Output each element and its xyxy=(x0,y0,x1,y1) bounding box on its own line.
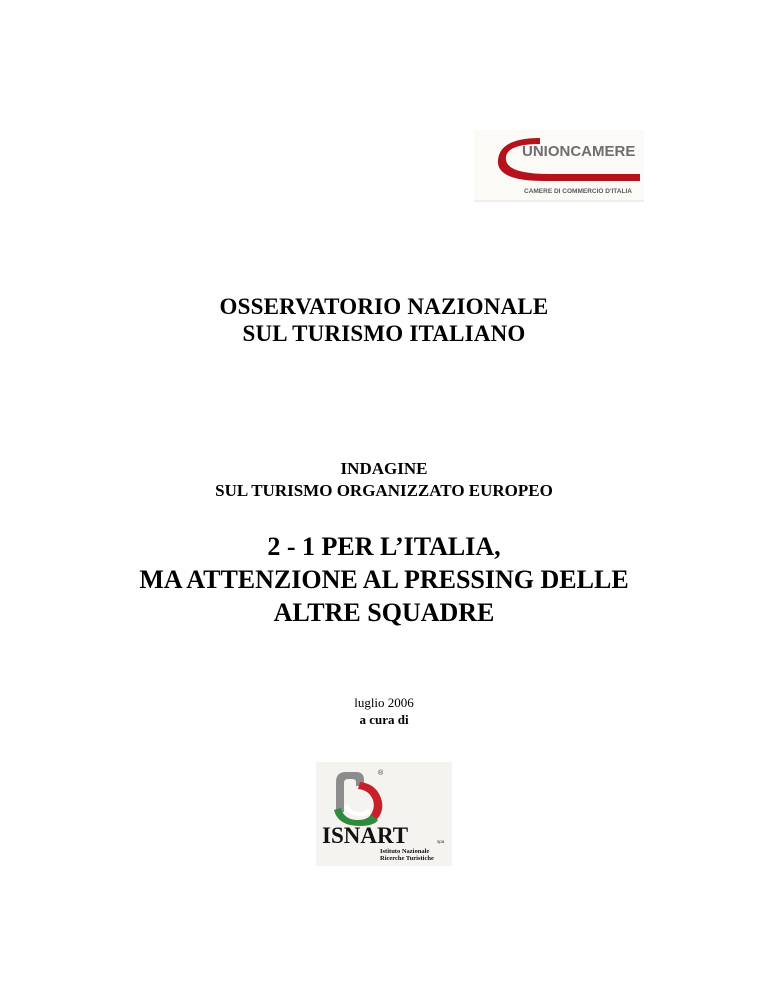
observatory-line-2: SUL TURISMO ITALIANO xyxy=(242,321,526,346)
isnart-arch-shape xyxy=(336,772,364,812)
unioncamere-name: UNIONCAMERE xyxy=(522,143,636,160)
isnart-logo xyxy=(316,762,452,866)
isnart-suffix: spa xyxy=(437,839,445,844)
unioncamere-logo-mark xyxy=(474,130,644,202)
observatory-heading xyxy=(0,293,768,347)
document-title xyxy=(0,530,768,629)
unioncamere-logo xyxy=(474,130,644,202)
publication-date: luglio 2006 xyxy=(354,695,414,710)
isnart-logo-mark xyxy=(316,762,452,866)
survey-line-2: SUL TURISMO ORGANIZZATO EUROPEO xyxy=(215,481,553,500)
survey-heading xyxy=(0,458,768,502)
unioncamere-tagline: CAMERE DI COMMERCIO D'ITALIA xyxy=(524,188,632,195)
survey-line-1: INDAGINE xyxy=(340,459,428,478)
edited-by-label: a cura di xyxy=(359,712,409,727)
isnart-name: ISNART xyxy=(322,823,409,848)
title-line-2: MA ATTENZIONE AL PRESSING DELLE xyxy=(139,565,629,594)
title-line-1: 2 - 1 PER L’ITALIA, xyxy=(267,532,501,561)
isnart-tagline-line-1: Istituto Nazionale xyxy=(380,848,430,855)
observatory-line-1: OSSERVATORIO NAZIONALE xyxy=(219,294,549,319)
isnart-registered-mark: ® xyxy=(378,770,384,777)
title-line-3: ALTRE SQUADRE xyxy=(273,598,495,627)
isnart-tagline-line-2: Ricerche Turistiche xyxy=(380,855,434,862)
isnart-red-swoosh xyxy=(358,782,382,822)
